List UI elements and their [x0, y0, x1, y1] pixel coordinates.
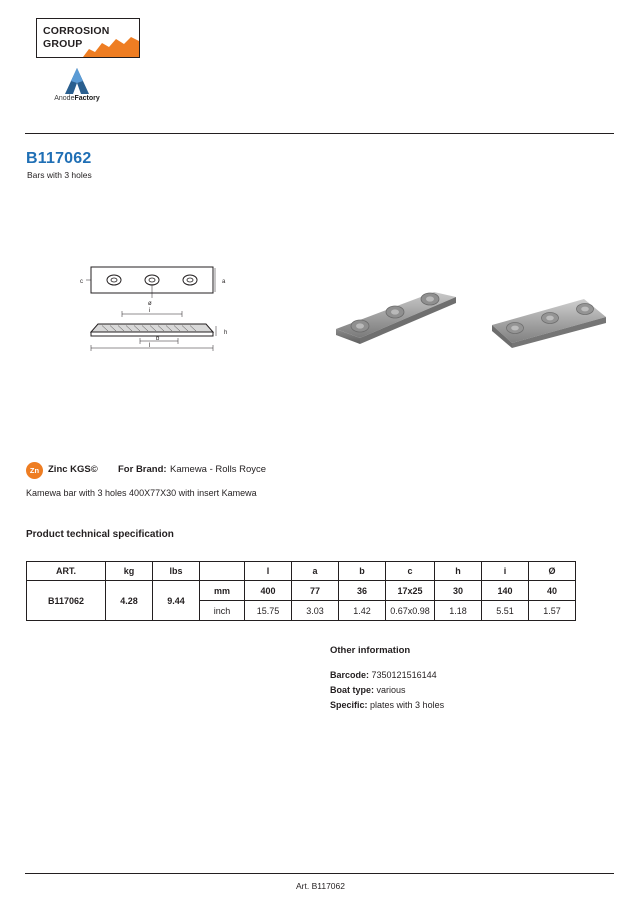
barcode-value: 7350121516144 [371, 670, 437, 680]
footer-divider [25, 873, 614, 874]
cell-unit-inch: inch [200, 601, 245, 621]
specific-label: Specific: [330, 700, 368, 710]
boat-type-value: various [376, 685, 406, 695]
cell-mm-a: 77 [292, 581, 339, 601]
other-information-heading: Other information [330, 645, 411, 656]
page-title: B117062 [26, 150, 92, 167]
cell-inch-a: 3.03 [292, 601, 339, 621]
cell-mm-h: 30 [435, 581, 482, 601]
cell-inch-diameter: 1.57 [529, 601, 576, 621]
cell-mm-b: 36 [339, 581, 386, 601]
header-divider [25, 133, 614, 134]
col-h: h [435, 562, 482, 581]
cell-inch-b: 1.42 [339, 601, 386, 621]
cell-kg: 4.28 [106, 581, 153, 621]
cell-art: B117062 [27, 581, 106, 621]
boat-type-row [330, 683, 444, 698]
specific-value: plates with 3 holes [370, 700, 445, 710]
cell-inch-c: 0.67x0.98 [386, 601, 435, 621]
brand-value: Kamewa - Rolls Royce [170, 464, 267, 475]
cell-inch-l: 15.75 [245, 601, 292, 621]
cell-inch-i: 5.51 [482, 601, 529, 621]
technical-drawing [78, 262, 248, 362]
anodefactory-logo [42, 66, 112, 108]
corrosion-group-logo-line1: CORROSION [43, 25, 110, 37]
col-i: i [482, 562, 529, 581]
cell-mm-l: 400 [245, 581, 292, 601]
col-lbs: lbs [153, 562, 200, 581]
col-kg: kg [106, 562, 153, 581]
zinc-material-badge: Zn [26, 462, 43, 479]
cell-lbs: 9.44 [153, 581, 200, 621]
barcode-row [330, 668, 444, 683]
svg-text:ø: ø [148, 301, 152, 307]
cell-mm-diameter: 40 [529, 581, 576, 601]
product-photo-right [488, 295, 610, 355]
product-photo-left [330, 285, 460, 350]
anodefactory-logo-word2: Factory [74, 95, 100, 102]
cell-mm-c: 17x25 [386, 581, 435, 601]
page-subtitle: Bars with 3 holes [27, 170, 92, 180]
svg-text:l: l [149, 343, 151, 349]
table-row [27, 581, 576, 601]
material-label: Zinc KGS© [48, 464, 98, 475]
col-a: a [292, 562, 339, 581]
col-unit [200, 562, 245, 581]
spec-table [26, 561, 576, 621]
svg-text:b: b [156, 336, 160, 342]
brand-label: For Brand: [118, 464, 167, 475]
svg-text:a: a [222, 279, 226, 285]
boat-type-label: Boat type: [330, 685, 375, 695]
other-information-list [330, 668, 444, 713]
specific-row [330, 698, 444, 713]
anodefactory-logo-word1: Anode [54, 95, 75, 102]
col-diameter: Ø [529, 562, 576, 581]
anodefactory-logo-text [42, 95, 112, 102]
corrosion-group-logo [36, 18, 140, 58]
barcode-label: Barcode: [330, 670, 370, 680]
footer-text: Art. B117062 [296, 881, 345, 891]
corrosion-group-swoosh-icon [83, 35, 139, 57]
col-art: ART. [27, 562, 106, 581]
cell-mm-i: 140 [482, 581, 529, 601]
spec-heading: Product technical specification [26, 529, 174, 540]
spec-table-header-row [27, 562, 576, 581]
svg-text:i: i [149, 308, 151, 314]
cell-inch-h: 1.18 [435, 601, 482, 621]
product-description: Kamewa bar with 3 holes 400X77X30 with insert Kamewa [26, 488, 257, 498]
anodefactory-triangle-icon [42, 66, 112, 96]
col-c: c [386, 562, 435, 581]
svg-text:h: h [224, 330, 228, 336]
corrosion-group-logo-line2: GROUP [43, 38, 83, 50]
col-l: l [245, 562, 292, 581]
cell-unit-mm: mm [200, 581, 245, 601]
svg-text:c: c [80, 279, 83, 285]
col-b: b [339, 562, 386, 581]
